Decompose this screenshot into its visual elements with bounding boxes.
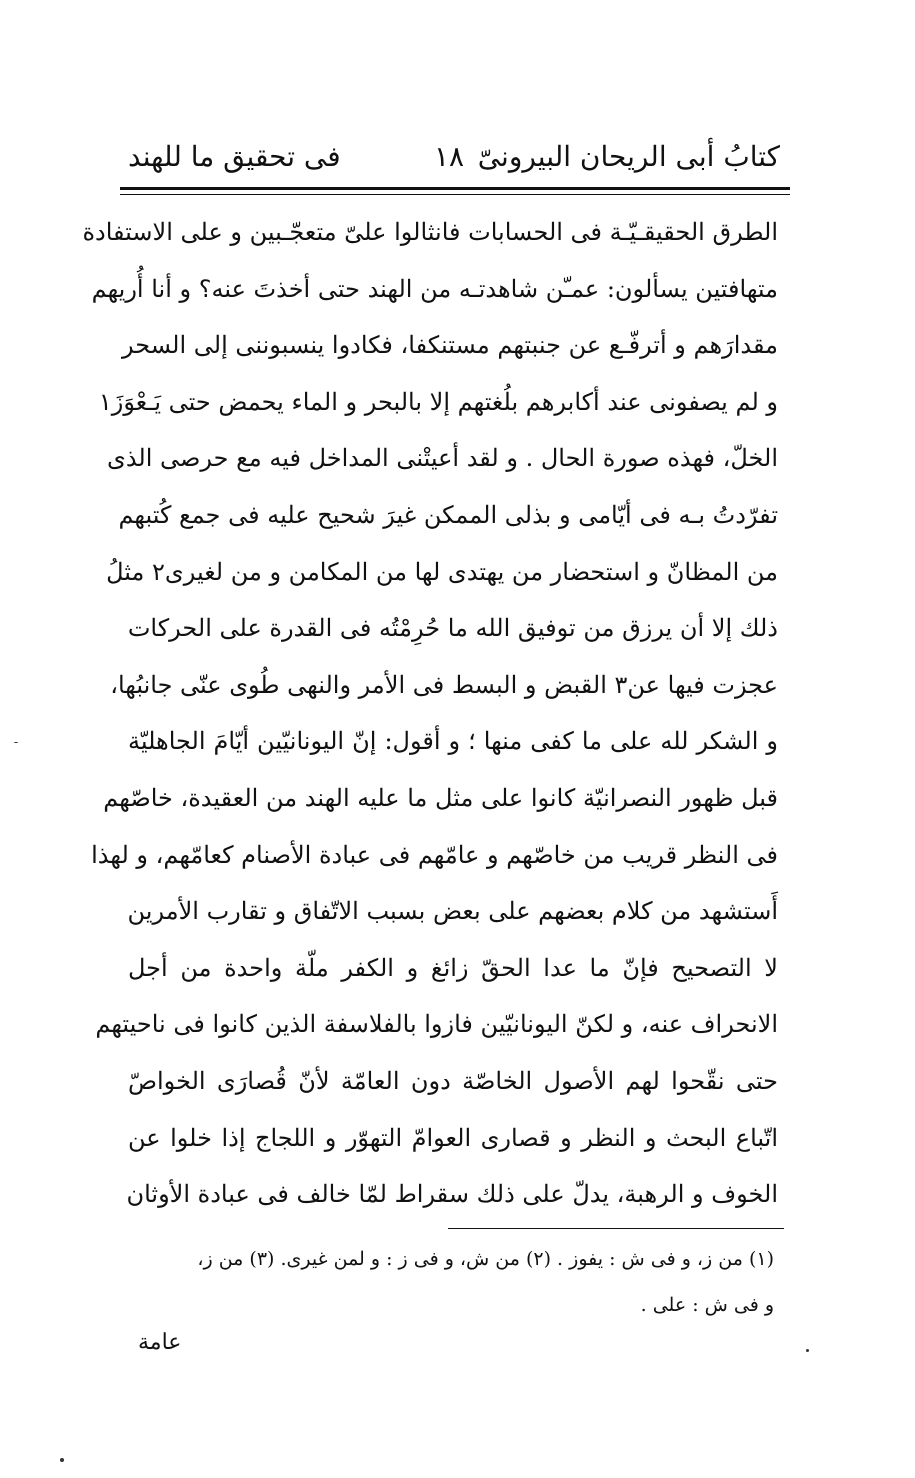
text-line: تفرّدتُ بـه فى أيّامى و بذلى الممكن غيرَ شحيح عليه فى جمع كُتبهم [118,500,778,529]
printer-signature-mark: عامة [138,1330,182,1355]
text-line: مقدارَهم و أترفّـع عن جنبتهم مستنكفا، فكادوا ينسبوننى إلى السحر [122,331,778,360]
book-title: كتابُ أبى الريحان البيرونىّ [477,140,780,173]
footnote-rule [448,1228,784,1229]
footnotes [124,1236,774,1328]
body-text [82,204,778,1223]
text-line: الانحراف عنه، و لكنّ اليونانيّين فازوا بالفلاسفة الذين كانوا فى ناحيتهم [95,1010,778,1039]
footnote-line: و فى ش : على . [640,1294,774,1316]
text-line: و لم يصفونى عند أكابرهم بلُغتهم إلا بالبحر و الماء يحمض حتى يَـعْوَزَ١ [98,387,778,416]
page-header [128,132,780,182]
book-subtitle: فى تحقيق ما للهند [128,140,341,173]
text-line: حتى نقّحوا لهم الأصول الخاصّة دون العامّة لأنّ قُصارَى الخواصّ [128,1066,778,1095]
text-line: متهافتين يسألون: عمـّن شاهدتـه من الهند حتى أخذتَ عنه؟ و أنا أُريهم [91,274,778,303]
text-line: اتّباع البحث و النظر و قصارى العوامّ التهوّر و اللجاج إذا خلوا عن [128,1123,778,1152]
page-speck [14,742,18,743]
text-line: و الشكر لله على ما كفى منها ؛ و أقول: إنّ اليونانيّين أيّامَ الجاهليّة [128,727,778,756]
text-line: فى النظر قريب من خاصّهم و عامّهم فى عبادة الأصنام كعامّهم، و لهذا [91,840,778,869]
text-line: الطرق الحقيقـيّـة فى الحسابات فانثالوا علىّ متعجّـبين و على الاستفادة [82,218,778,246]
page-number: ١٨ [433,140,465,173]
text-line: عجزت فيها عن٣ القبض و البسط فى الأمر والنهى طُوى عنّى جانبُها، [110,670,778,699]
header-rule-thin [120,194,790,195]
text-line: الخوف و الرهبة، يدلّ على ذلك سقراط لمّا خالف فى عبادة الأوثان [126,1180,778,1209]
text-line: لا التصحيح فإنّ ما عدا الحقّ زائغ و الكفر ملّة واحدة من أجل [128,953,778,982]
page-speck [806,1349,809,1352]
text-line: من المظانّ و استحضار من يهتدى لها من المكامن و من لغيرى٢ مثلُ [106,557,778,586]
text-line: ذلك إلا أن يرزق من توفيق الله ما حُرِمْتُه فى القدرة على الحركات [127,614,778,643]
footnote-line: (١) من ز، و فى ش : يفوز . (٢) من ش، و فى ز : و لمن غيرى. (٣) من ز، [197,1248,774,1270]
text-line: الخلّ، فهذه صورة الحال . و لقد أعيتْنى المداخل فيه مع حرصى الذى [107,444,778,473]
page-speck [60,1458,64,1462]
header-rule-thick [120,187,790,190]
text-line: قبل ظهور النصرانيّة كانوا على مثل ما عليه الهند من العقيدة، خاصّهم [103,783,778,812]
text-line: أَستشهد من كلام بعضهم على بعض بسبب الاتّفاق و تقارب الأمرين [127,897,778,926]
